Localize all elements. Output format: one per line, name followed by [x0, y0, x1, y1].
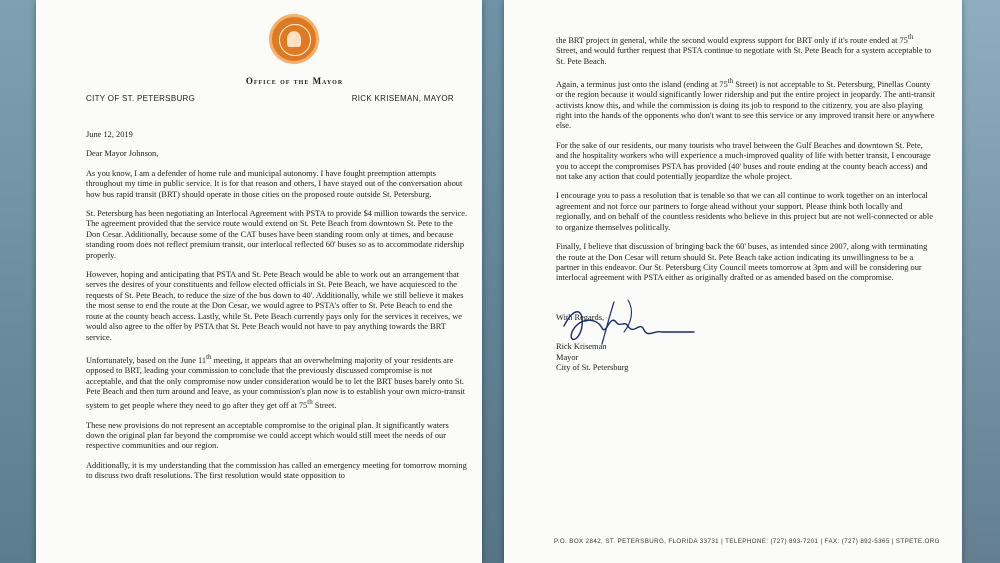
paragraph-9: For the sake of our residents, our many tourists who travel between the Gulf Beaches and downtown St. Pete, and the hospitality workers who will experience a much-improved quality of life with better transit, I encourage you to accept the compromises PSTA has provided (40' buses and route ending at the county beach access) and not take any action that could potentially jeopardize the whole project. [556, 140, 931, 182]
paragraph-8 [556, 76, 936, 132]
letter-body-page-2 [556, 32, 936, 293]
paragraph-1: As you know, I am a defender of home rule and municipal autonomy. I have fought preemption attempts throughout my time in public service. It is for that reason and others, I have stayed out of the conversation about how bus rapid transit (BRT) should operate in those cities on the proposed route outside St. Petersburg. [86, 168, 463, 199]
paragraph-5: These new provisions do not represent an acceptable compromise to the original plan. It significantly waters down the original plan far beyond the compromise we could accept which would still meet the needs of our respective communities and our region. [86, 420, 449, 451]
paragraph-3: However, hoping and anticipating that PSTA and St. Pete Beach would be able to work out an arrangement that serves the desires of your constituents and fellow elected officials in St. Pete Beach, we have acquiesced to the requests of St. Pete Beach, to reduce the size of the bus down to 40'. Additionally, while we still believe it makes the most sense to end the route at the Don Cesar, we would agree to PSTA's offer to St. Pete Beach to end the route at the county beach access. Lastly, while St. Pete Beach currently pays only for the services it receives, we would also agree to the offer by PSTA that St. Pete Beach would not have to pay anything towards the BRT service. [86, 270, 464, 342]
letter-page-2 [504, 0, 962, 563]
paragraph-7-part-a: the BRT project in general, while the second would express support for BRT only if it's route ended at 75 [556, 35, 908, 45]
signer-name: Rick Kriseman [556, 342, 607, 351]
paragraph-4-part-a: Unfortunately, based on the June 11 [86, 355, 207, 365]
paragraph-4-part-c: Street. [312, 401, 337, 411]
letter-page-1 [36, 0, 482, 563]
paragraph-10: I encourage you to pass a resolution that is tenable so that we can all continue to work together on an interlocal agreement and not force our partners to forge ahead without your support. Please think both locally and regionally, and on behalf of the countless residents who believe in this project but are not well-connected or able to organize themselves politically. [556, 191, 933, 232]
salutation: Dear Mayor Johnson, [86, 149, 159, 159]
paragraph-6: Additionally, it is my understanding that the commission has called an emergency meeting for tomorrow morning to discuss two draft resolutions. The first resolution would state opposition to [86, 460, 467, 481]
closing: With Regards, [556, 313, 605, 322]
background-left [0, 0, 36, 563]
ordinal-suffix: th [907, 33, 914, 41]
letterhead-city: CITY OF ST. PETERSBURG [86, 94, 196, 103]
letterhead-footer: P.O. BOX 2842, ST. PETERSBURG, FLORIDA 33731 | TELEPHONE: (727) 893-7201 | FAX: (727) 892-5365 | STPETE.ORG [554, 538, 940, 545]
paragraph-8-part-b: Street) is not acceptable to St. Petersburg, Pinellas County or the region because it would significantly lower ridership and put the entire project in jeopardy. The anti-transit activists know this, and while the commission is doing its job to respond to the citizenry, you are also playing right into the hands of the opponents who don't want to see this service or any improved transit here or anywhere else. [556, 79, 935, 131]
ordinal-suffix: th [307, 398, 313, 407]
office-title: Office of the Mayor [245, 76, 344, 86]
ordinal-suffix: th [727, 77, 734, 86]
letter-body-page-1 [86, 130, 469, 491]
paragraph-7 [556, 32, 936, 67]
letterhead-mayor: RICK KRISEMAN, MAYOR [351, 94, 454, 103]
letter-date: June 12, 2019 [86, 130, 133, 139]
background-middle [482, 0, 504, 563]
signer-title: Mayor [556, 352, 579, 362]
paragraph-2: St. Petersburg has been negotiating an Interlocal Agreement with PSTA to provide $4 million towards the service. The agreement provided that the service route would extend on St. Pete Beach from downtown St. Pete to the Don Cesar. Additionally, because some of the CAT buses have been standing room only at times, and because standing room does not reflect premium transit, our interlocal reflected 60' buses so as to accommodate ridership properly. [86, 209, 468, 260]
ordinal-suffix: th [206, 352, 212, 361]
paragraph-8-part-a: Again, a terminus just onto the island (ending at 75 [556, 79, 728, 89]
city-seal-icon [269, 14, 319, 64]
signature-block [556, 342, 628, 374]
paragraph-7-part-b: Street, and would further request that PSTA continue to negotiate with St. Pete Beach for a system acceptable to St. Pete Beach. [556, 46, 932, 66]
background-right [962, 0, 1000, 563]
paragraph-11: Finally, I believe that discussion of bringing back the 60' buses, as intended since 2007, along with terminating the route at the Don Cesar will return should St. Pete Beach take action indicating its unwillingness to be a partner in this endeavor. Our St. Petersburg City Council meets tomorrow at 3pm and will be considering our interlocal agreement with PSTA either as originally drafted or as amended based on the compromise. [556, 242, 928, 283]
signer-city: City of St. Petersburg [556, 363, 629, 373]
paragraph-4-part-b: meeting, it appears that an overwhelming majority of your residents are opposed to BRT, leading your commission to conclude that the previously discussed compromise is not acceptable, and that the only compromise now under consideration would be to let the BRT buses barely onto St. Pete Beach and then turn around and leave, as your commission's plan now is to establish your own micro-transit system to get people where they need to go after they get off at 75 [86, 355, 466, 411]
paragraph-4 [86, 352, 469, 412]
